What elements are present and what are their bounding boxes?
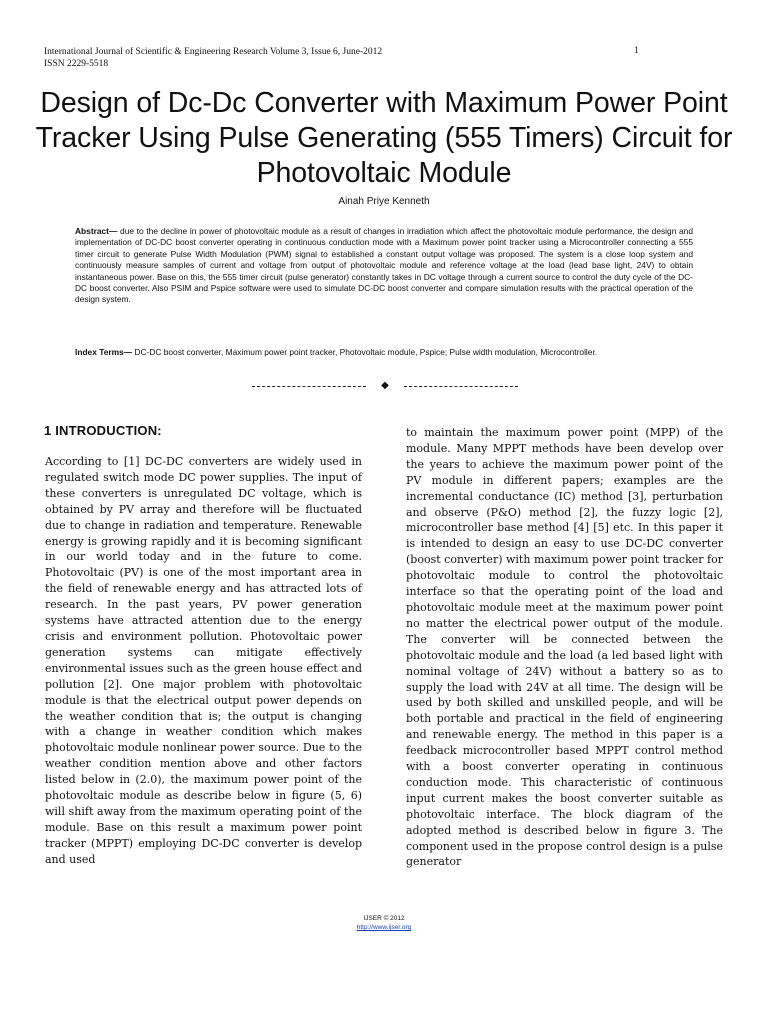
index-terms (75, 347, 693, 358)
abstract (75, 226, 693, 306)
issn-number: ISSN 2229-5518 (44, 59, 109, 69)
diamond-icon: ◆ (381, 380, 389, 391)
footer-url-link[interactable]: http://www.ijser.org (356, 924, 412, 931)
paper-title: Design of Dc-Dc Converter with Maximum Power Point Tracker Using Pulse Generating (555 Timers) Circuit for Photovoltaic Module (35, 87, 733, 189)
abstract-label: Abstract— (75, 226, 118, 236)
abstract-text: due to the decline in power of photovoltaic module as a result of changes in irradiation which affect the photovoltaic module performance, the design and implementation of DC-DC boost converter operating in continuous conduction mode with a Maximum power point tracker using a Microcontroller connecting a 555 timer circuit to generate Pulse Width Modulation (PWM) signal to established a constant output voltage was proposed. The system is a close loop system and continuously measure samples of current and voltage from output of photovoltaic module and reference voltage at the load (lead base light, 24V) to obtain instantaneous power. Base on this, the 555 timer circuit (pulse generator) constantly takes in DC voltage through a current source to control the duty cycle of the DC-DC boost converter. Also PSIM and Pspice software were used to simulate DC-DC boost converter and compare simulation results with the practical operation of the design system. (75, 226, 693, 305)
right-column (406, 425, 723, 870)
author-name: Ainah Priye Kenneth (338, 196, 430, 207)
left-column (45, 454, 362, 868)
section-divider (252, 379, 518, 393)
page-number: 1 (634, 46, 639, 56)
body-paragraph: According to [1] DC-DC converters are widely used in regulated switch mode DC power supplies. The input of these converters is unregulated DC voltage, which is obtained by PV array and therefore will be fluctuated due to change in radiation and temperature. Renewable energy is growing rapidly and it is becoming significant in our world today and in the future to come. Photovoltaic (PV) is one of the most important area in the field of renewable energy and has attracted lots of research. In the past years, PV power generation systems have attracted attention due to the energy crisis and environment pollution. Photovoltaic power generation systems can mitigate effectively environmental issues such as the green house effect and pollution [2]. One major problem with photovoltaic module is that the electrical output power depends on the weather condition that is; the output is changing with a change in weather condition which makes photovoltaic module nonlinear power source. Due to the weather condition mention above and other factors listed below in (2.0), the maximum power point of the photovoltaic module as describe below in figure (5, 6) will shift away from the maximum operating point of the module. Base on this result a maximum power point tracker (MPPT) employing DC-DC converter is develop and used (45, 455, 362, 866)
body-paragraph: to maintain the maximum power point (MPP) of the module. Many MPPT methods have been develop over the years to achieve the maximum power point of the PV module in different papers; examples are the incremental conductance (IC) method [3], perturbation and observe (P&O) method [2], the fuzzy logic [2], microcontroller base method [4] [5] etc. In this paper it is intended to design an easy to use DC-DC converter (boost converter) with maximum power point tracker for photovoltaic module to control the photovoltaic interface so that the operating point of the load and photovoltaic module meet at the maximum power point no matter the electrical power output of the module. The converter will be connected between the photovoltaic module and the load (a led based light with nominal voltage of 24V) without a battery so as to supply the load with 24V at all time. The design will be used by both skilled and unskilled people, and will be both portable and practical in the field of engineering and renewable energy. The method in this paper is a feedback microcontroller based MPPT control method with a boost converter operating in continuous conduction mode. This characteristic of continuous input current makes the boost converter suitable as photovoltaic interface. The block diagram of the adopted method is described below in figure 3. The component used in the propose control design is a pulse generator (406, 426, 723, 869)
index-terms-label: Index Terms— (75, 347, 133, 357)
section-heading: 1 INTRODUCTION: (44, 423, 162, 438)
journal-citation: International Journal of Scientific & Engineering Research Volume 3, Issue 6, June-2012 (44, 47, 383, 57)
running-header (44, 46, 644, 70)
footer-copyright: IJSER © 2012 (363, 915, 405, 922)
divider-dashes-right (404, 386, 518, 387)
index-terms-text: DC-DC boost converter, Maximum power point tracker, Photovoltaic module, Pspice; Pulse width modulation, Microcontroller. (132, 347, 598, 357)
divider-dashes-left (252, 386, 366, 387)
